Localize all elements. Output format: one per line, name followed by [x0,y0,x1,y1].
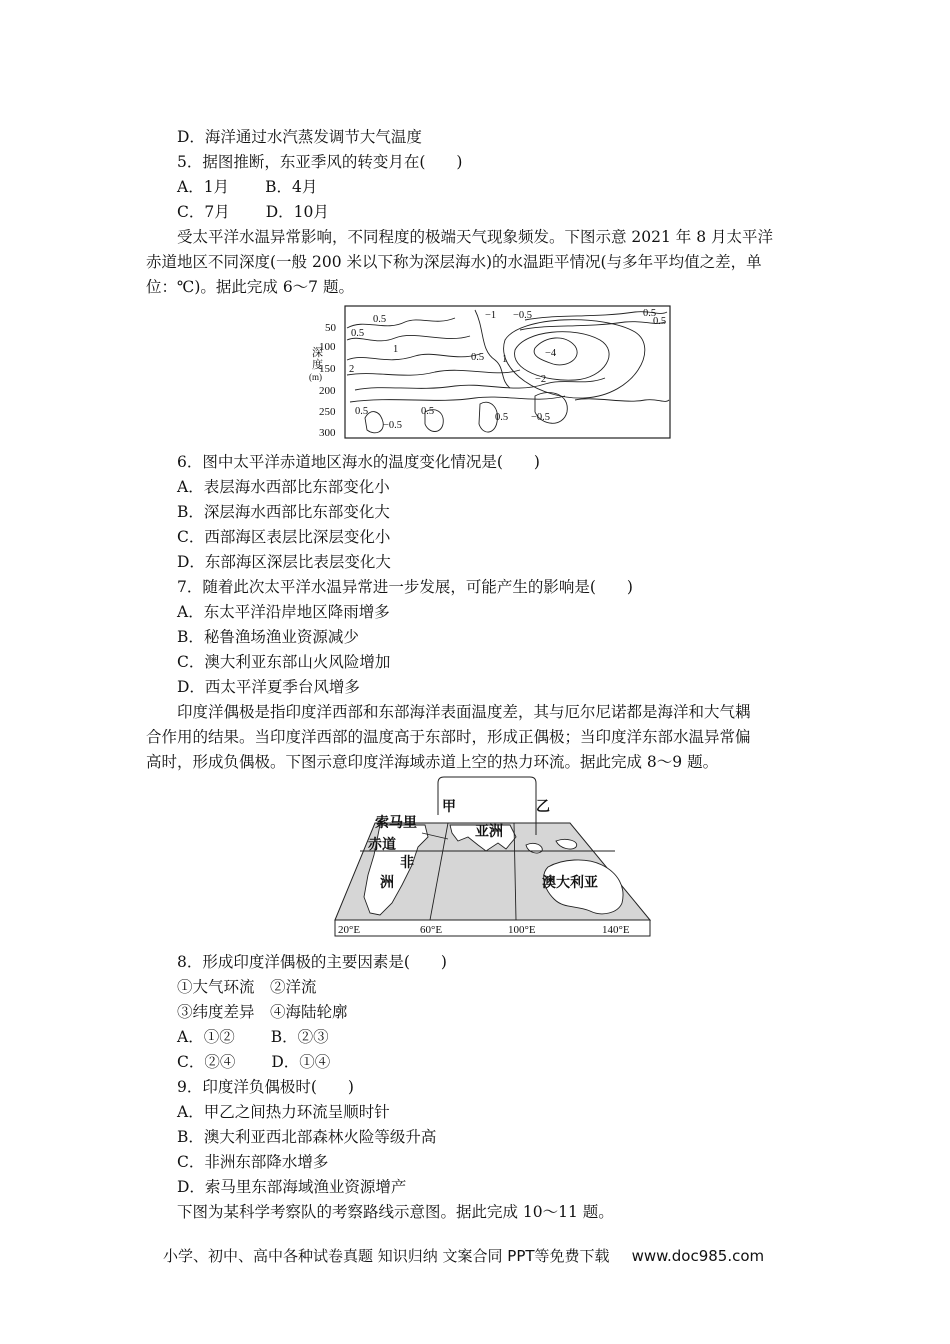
intro2-line3: 高时，形成负偶极。下图示意印度洋海域赤道上空的热力环流。据此完成 8～9 题。 [146,753,719,771]
q7-option-a: A．东太平洋沿岸地区降雨增多 [177,603,390,621]
label-africa-1: 非 [400,856,414,871]
q8-option-d: D．①④ [271,1053,331,1071]
q5-stem: 5．据图推断，东亚季风的转变月在( ) [177,153,463,171]
q8-option-c: C．②④ [177,1053,236,1071]
q5-options-cd [177,202,329,222]
intro1-line2: 赤道地区不同深度(一般 200 米以下称为深层海水)的水温距平情况(与多年平均值之差，单 [146,253,762,271]
contour-label: −1 [485,310,497,321]
q5-option-b: B．4月 [265,178,318,196]
contour-label: 0.5 [495,412,509,423]
q6-stem: 6．图中太平洋赤道地区海水的温度变化情况是( ) [177,453,540,471]
q9-option-b: B．澳大利亚西北部森林火险等级升高 [177,1128,437,1146]
label-equator: 赤道 [368,838,396,853]
q9-option-a: A．甲乙之间热力环流呈顺时针 [177,1103,390,1121]
indian-ocean-circulation-figure [330,775,660,943]
q5-option-a: A．1月 [177,178,230,196]
q7-option-b: B．秘鲁渔场渔业资源减少 [177,628,359,646]
contour-label: −0.5 [513,310,533,321]
contour-label: −2 [535,374,547,385]
contour-label: −0.5 [383,420,403,431]
y-tick: 200 [319,385,336,397]
y-tick: 50 [325,322,336,334]
y-tick: 250 [319,406,336,418]
label-yi: 乙 [536,800,550,815]
footer-url[interactable]: www.doc985.com [631,1247,765,1265]
contour-label: 0.5 [351,328,365,339]
contour-label: −4 [545,348,557,359]
q9-stem: 9．印度洋负偶极时( ) [177,1078,354,1096]
q7-option-d: D．西太平洋夏季台风增多 [177,678,360,696]
intro1-line3: 位：℃)。据此完成 6～7 题。 [146,278,354,296]
contour-label: 0.5 [355,406,369,417]
label-africa-2: 洲 [380,876,394,891]
y-tick: 150 [319,363,336,375]
footer-text: 小学、初中、高中各种试卷真题 知识归纳 文案合同 PPT等免费下载 [163,1247,610,1265]
lon-label: 20°E [338,924,361,936]
q4-option-d: D．海洋通过水汽蒸发调节大气温度 [177,128,422,146]
contour-label: 2 [349,364,355,375]
q6-option-c: C．西部海区表层比深层变化小 [177,528,391,546]
q6-option-d: D．东部海区深层比表层变化大 [177,553,391,571]
lon-label: 100°E [508,924,536,936]
q5-option-d: D．10月 [265,203,329,221]
contour-label: 1 [502,354,508,365]
lon-label: 140°E [602,924,630,936]
ocean-temperature-contour-figure [305,300,675,442]
lon-label: 60°E [420,924,443,936]
depth-label-char1: 深 [312,347,323,359]
q7-stem: 7．随着此次太平洋水温异常进一步发展，可能产生的影响是( ) [177,578,633,596]
intro2-line1: 印度洋偶极是指印度洋西部和东部海洋表面温度差，其与厄尔尼诺都是海洋和大气耦 [177,703,751,721]
intro3-line1: 下图为某科学考察队的考察路线示意图。据此完成 10～11 题。 [177,1203,614,1221]
q8-choices-line2: ③纬度差异 ④海陆轮廓 [177,1003,348,1021]
page-footer [163,1245,764,1266]
q8-option-a: A．①② [177,1028,235,1046]
y-tick: 100 [319,341,336,353]
contour-label: 0.5 [421,406,435,417]
label-somali: 索马里 [375,816,417,831]
q7-option-c: C．澳大利亚东部山火风险增加 [177,653,391,671]
contour-label: 0.5 [471,352,485,363]
q6-option-a: A．表层海水西部比东部变化小 [177,478,390,496]
q8-option-b: B．②③ [270,1028,329,1046]
q9-option-c: C．非洲东部降水增多 [177,1153,329,1171]
q8-options-cd [177,1052,330,1072]
intro1-line1: 受太平洋水温异常影响，不同程度的极端天气现象频发。下图示意 2021 年 8 月太平洋 [177,228,774,246]
intro2-line2: 合作用的结果。当印度洋西部的温度高于东部时，形成正偶极；当印度洋东部水温异常偏 [146,728,751,746]
contour-label: 1 [393,344,399,355]
q8-options-ab [177,1027,329,1047]
q6-option-b: B．深层海水西部比东部变化大 [177,503,390,521]
depth-label-char2: 度 [312,359,323,371]
q8-stem: 8．形成印度洋偶极的主要因素是( ) [177,953,447,971]
q5-option-c: C．7月 [177,203,230,221]
q5-options-ab [177,177,317,197]
contour-label: 0.5 [643,308,657,319]
label-australia: 澳大利亚 [542,876,598,891]
y-tick: 300 [319,427,336,439]
contour-label: 0.5 [653,316,667,327]
label-jia: 甲 [442,800,456,815]
contour-label: 0.5 [373,314,387,325]
q9-option-d: D．索马里东部海域渔业资源增产 [177,1178,407,1196]
contour-label: −0.5 [531,412,551,423]
depth-label-unit: (m) [309,372,322,382]
q8-choices-line1: ①大气环流 ②洋流 [177,978,317,996]
label-asia: 亚洲 [475,825,503,840]
